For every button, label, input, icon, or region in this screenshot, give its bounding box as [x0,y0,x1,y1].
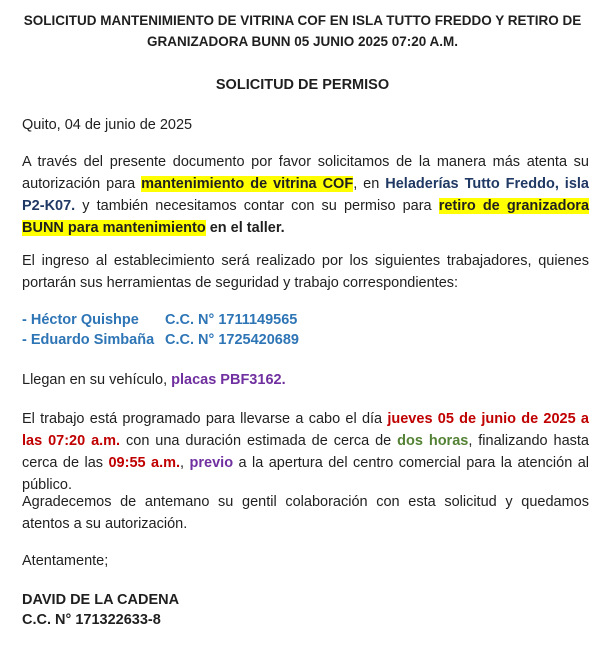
schedule-text-4: , [180,455,190,471]
worker-name: - Héctor Quishpe [22,312,139,328]
closing-line: Atentamente; [22,553,109,569]
request-text-1: A través del presente documento por favor solicitamos de la manera más atenta su autorización para [22,154,589,192]
title-line-2: GRANIZADORA BUNN 05 JUNIO 2025 07:20 A.M. [146,34,459,49]
highlight-removal: retiro de granizadora BUNN para mantenimiento [22,198,590,236]
title-line-1: SOLICITUD MANTENIMIENTO DE VITRINA COF EN ISLA TUTTO FREDDO Y RETIRO DE [23,13,582,28]
schedule-text-1: El trabajo está programado para llevarse a cabo el día [22,411,388,427]
request-text-4: en el taller. [205,220,285,236]
signature-id: C.C. N° 171322633-8 [22,612,161,628]
schedule-text-2: con una duración estimada de cerca de [120,433,398,449]
schedule-date: jueves 05 de junio de 2025 a las 07:20 a.m. [22,411,589,449]
request-paragraph [22,151,589,239]
worker-name: - Eduardo Simbaña [22,332,155,348]
schedule-end-time: 09:55 a.m. [108,455,181,471]
vehicle-text: Llegan en su vehículo, [22,372,172,388]
document-title [20,10,585,52]
thanks-paragraph: Agradecemos de antemano su gentil colaboración con esta solicitud y quedamos atentos a su autorización. [22,494,589,532]
request-text-3: y también necesitamos contar con su permiso para [75,198,439,214]
worker-row-2 [22,330,299,350]
document-subtitle: SOLICITUD DE PERMISO [215,77,390,93]
schedule-paragraph [22,408,589,496]
schedule-text-3: , finalizando hasta cerca de las [22,433,589,471]
schedule-duration: dos horas [397,433,469,449]
request-text-2: , en [353,176,386,192]
location-text: Heladerías Tutto Freddo, isla P2-K07. [22,176,589,214]
highlight-maintenance: mantenimiento de vitrina COF [141,176,354,192]
workers-intro-paragraph: El ingreso al establecimiento será realizado por los siguientes trabajadores, quienes portarán sus herramientas de seguridad y trabajo correspondientes: [22,253,589,291]
worker-row-1 [22,310,297,330]
vehicle-plates: placas PBF3162. [171,372,286,388]
worker-id: C.C. N° 1711149565 [165,312,298,328]
worker-id: C.C. N° 1725420689 [165,332,299,348]
vehicle-line [22,369,589,391]
signature-name: DAVID DE LA CADENA [22,592,180,608]
schedule-previo: previo [189,455,234,471]
date-line: Quito, 04 de junio de 2025 [22,117,193,133]
schedule-text-5: a la apertura del centro comercial para la atención al público. [22,455,590,493]
